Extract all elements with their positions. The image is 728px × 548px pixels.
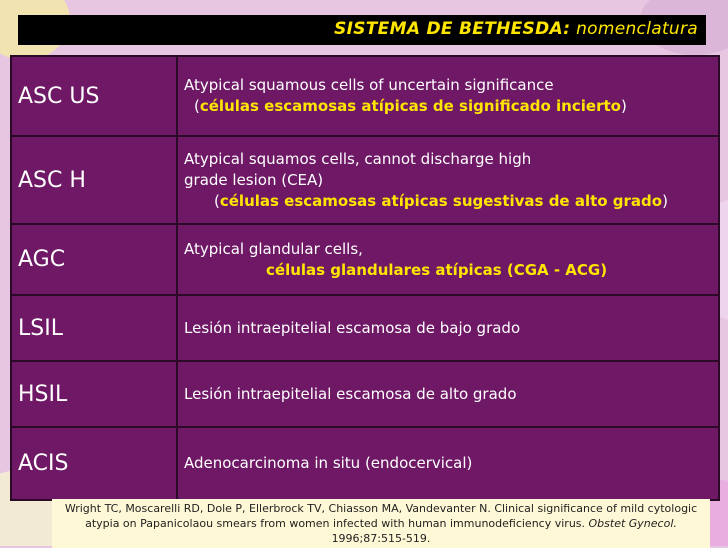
desc-line: Atypical squamos cells, cannot discharge high	[184, 149, 532, 168]
desc-translation: células glandulares atípicas (CGA - ACG)	[266, 260, 608, 279]
row-code: ACIS	[11, 427, 177, 500]
table-row	[11, 295, 719, 361]
table-row	[11, 56, 719, 136]
desc-translation: (células escamosas atípicas sugestivas de alto grado)	[214, 191, 668, 210]
row-code: ASC US	[11, 56, 177, 136]
reference-cite: 1996;87:515-519.	[331, 532, 431, 545]
title-main: SISTEMA DE BETHESDA:	[334, 19, 571, 39]
title-sub: nomenclatura	[576, 19, 698, 39]
reference-text: Wright TC, Moscarelli RD, Dole P, Ellerbrock TV, Chiasson MA, Vandevanter N. Clinical significance of mild cytologic atypia on Papanicolaou smears from women infected with human immunodeficiency virus.	[64, 502, 698, 530]
table-row	[11, 427, 719, 500]
desc-translation: (células escamosas atípicas de significado incierto)	[194, 97, 627, 116]
row-code: AGC	[11, 224, 177, 295]
row-description: Lesión intraepitelial escamosa de bajo grado	[177, 295, 719, 361]
table-row	[11, 361, 719, 427]
table-row	[11, 136, 719, 224]
title-bar	[18, 15, 706, 45]
row-code: LSIL	[11, 295, 177, 361]
table-row	[11, 224, 719, 295]
row-description	[177, 56, 719, 136]
row-code: ASC H	[11, 136, 177, 224]
desc-line: Atypical glandular cells,	[184, 239, 363, 258]
desc-line: Atypical squamous cells of uncertain significance	[184, 76, 554, 95]
reference-citation	[52, 499, 710, 548]
row-description	[177, 224, 719, 295]
row-description	[177, 136, 719, 224]
row-description: Adenocarcinoma in situ (endocervical)	[177, 427, 719, 500]
page-title	[334, 19, 698, 39]
desc-line: grade lesion (CEA)	[184, 170, 324, 189]
reference-journal: Obstet Gynecol.	[588, 517, 677, 530]
row-description: Lesión intraepitelial escamosa de alto grado	[177, 361, 719, 427]
bethesda-table	[10, 55, 720, 501]
row-code: HSIL	[11, 361, 177, 427]
